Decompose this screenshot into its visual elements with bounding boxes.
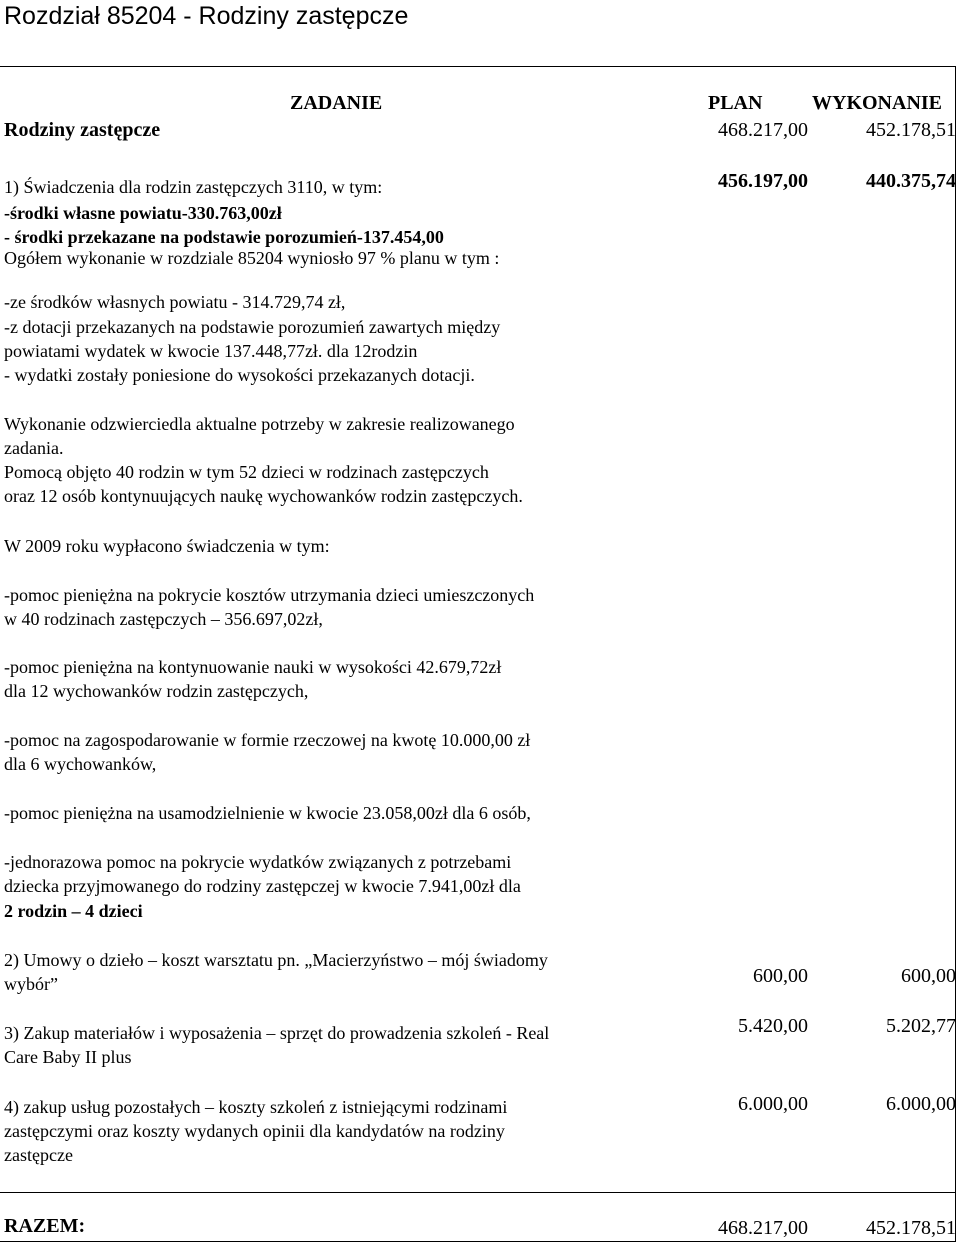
detail-line: -ze środków własnych powiatu - 314.729,74 zł,: [4, 292, 346, 312]
benefit-line: -pomoc pieniężna na pokrycie kosztów utrzymania dzieci umieszczonych: [4, 585, 535, 605]
item2-line: 2) Umowy o dzieło – koszt warsztatu pn. „Macierzyństwo – mój świadomy: [4, 950, 548, 970]
benefit-line: -pomoc pieniężna na kontynuowanie nauki w wysokości 42.679,72zł: [4, 657, 502, 677]
item4-line: zastępczymi oraz koszty wydanych opinii dla kandydatów na rodziny: [4, 1121, 505, 1141]
note-line: Wykonanie odzwierciedla aktualne potrzeby w zakresie realizowanego: [4, 414, 515, 434]
detail-line: powiatami wydatek w kwocie 137.448,77zł. dla 12rodzin: [4, 341, 418, 361]
benefit-line: -pomoc pieniężna na usamodzielnienie w kwocie 23.058,00zł dla 6 osób,: [4, 803, 531, 823]
item4-line: zastępcze: [4, 1145, 73, 1165]
note-line: Pomocą objęto 40 rodzin w tym 52 dzieci w rodzinach zastępczych: [4, 462, 489, 482]
item1-plan: 456.197,00: [718, 170, 808, 192]
item2-line: wybór”: [4, 974, 58, 994]
benefit-line: -jednorazowa pomoc na pokrycie wydatków związanych z potrzebami: [4, 852, 512, 872]
item1-line: Ogółem wykonanie w rozdziale 85204 wyniosło 97 % planu w tym :: [4, 248, 500, 268]
total-separator: [0, 1192, 956, 1193]
benefit-line: w 40 rodzinach zastępczych – 356.697,02zł,: [4, 609, 323, 629]
total-wykonanie: 452.178,51: [866, 1217, 956, 1239]
benefit-line: dziecka przyjmowanego do rodziny zastępczej w kwocie 7.941,00zł dla: [4, 876, 521, 896]
column-header-zadanie: ZADANIE: [290, 92, 383, 114]
item4-plan: 6.000,00: [738, 1093, 808, 1115]
item1-wykonanie: 440.375,74: [866, 170, 956, 192]
column-header-plan: PLAN: [708, 92, 763, 114]
total-plan: 468.217,00: [718, 1217, 808, 1239]
item3-line: Care Baby II plus: [4, 1047, 132, 1067]
item2-plan: 600,00: [753, 965, 808, 987]
item1-line: - środki przekazane na podstawie porozumień-137.454,00: [4, 227, 444, 247]
item1-line: -środki własne powiatu-330.763,00zł: [4, 203, 282, 223]
item3-line: 3) Zakup materiałów i wyposażenia – sprzęt do prowadzenia szkoleń - Real: [4, 1023, 550, 1043]
item4-line: 4) zakup usług pozostałych – koszty szkoleń z istniejącymi rodzinami: [4, 1097, 508, 1117]
page-title: Rozdział 85204 - Rodziny zastępcze: [4, 2, 409, 30]
detail-line: - wydatki zostały poniesione do wysokości przekazanych dotacji.: [4, 365, 475, 385]
item3-plan: 5.420,00: [738, 1015, 808, 1037]
benefit-line: 2 rodzin – 4 dzieci: [4, 901, 143, 921]
main-row-label: Rodziny zastępcze: [4, 119, 161, 141]
item1-line: 1) Świadczenia dla rodzin zastępczych 3110, w tym:: [4, 177, 383, 197]
year-intro: W 2009 roku wypłacono świadczenia w tym:: [4, 536, 330, 556]
note-line: zadania.: [4, 438, 64, 458]
item4-wykonanie: 6.000,00: [886, 1093, 956, 1115]
detail-line: -z dotacji przekazanych na podstawie porozumień zawartych między: [4, 317, 501, 337]
main-row-wykonanie: 452.178,51: [866, 119, 956, 141]
item2-wykonanie: 600,00: [901, 965, 956, 987]
benefit-line: -pomoc na zagospodarowanie w formie rzeczowej na kwotę 10.000,00 zł: [4, 730, 531, 750]
note-line: oraz 12 osób kontynuujących naukę wychowanków rodzin zastępczych.: [4, 486, 523, 506]
item3-wykonanie: 5.202,77: [886, 1015, 956, 1037]
benefit-line: dla 6 wychowanków,: [4, 754, 157, 774]
main-row-plan: 468.217,00: [718, 119, 808, 141]
total-label: RAZEM:: [4, 1215, 86, 1237]
benefit-line: dla 12 wychowanków rodzin zastępczych,: [4, 681, 309, 701]
column-header-wykonanie: WYKONANIE: [812, 92, 943, 114]
